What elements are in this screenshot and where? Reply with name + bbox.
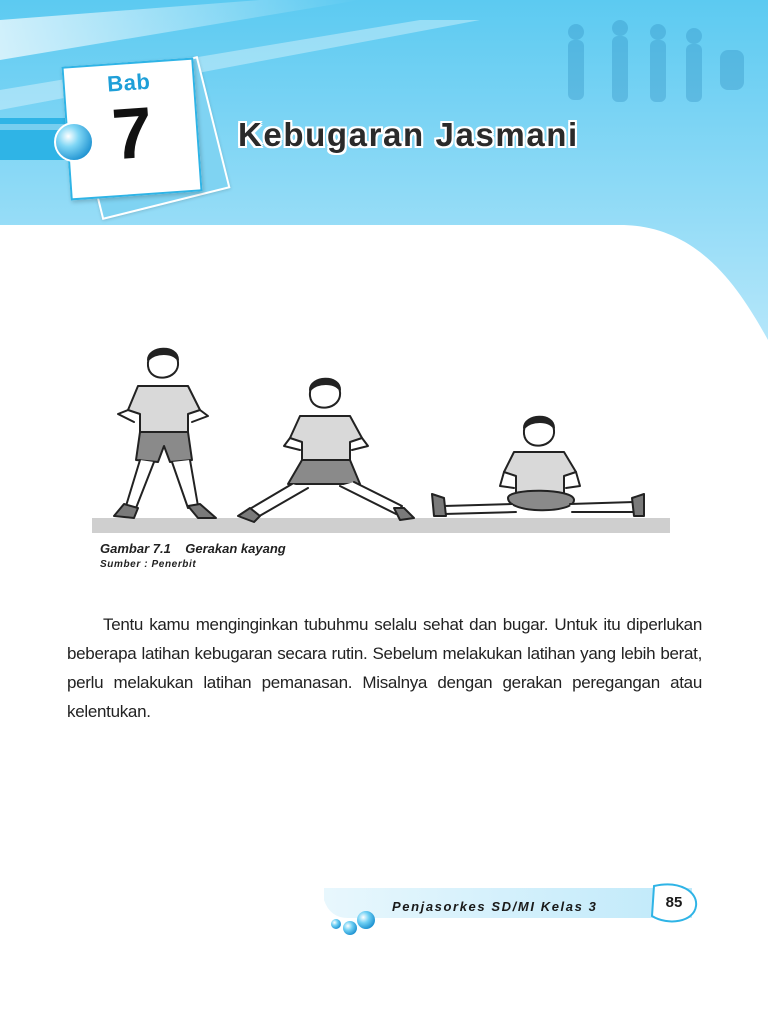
child-standing [114, 349, 216, 518]
figure-caption [100, 541, 286, 556]
page-footer [320, 880, 700, 940]
exercise-illustration [88, 338, 678, 538]
ground-strip [92, 518, 670, 533]
figure-source: Sumber : Penerbit [100, 559, 197, 570]
chapter-title: Kebugaran Jasmani [238, 116, 579, 153]
bubble-icon [343, 921, 357, 935]
chapter-badge [52, 48, 222, 218]
bubble-icon [357, 911, 375, 929]
figure-caption-number: Gambar 7.1 [100, 541, 171, 556]
body-text [67, 610, 702, 726]
figure-caption-text: Gerakan kayang [185, 541, 286, 556]
body-paragraph: Tentu kamu menginginkan tubuhmu selalu sehat dan bugar. Untuk itu diperlukan beberapa latihan kebugaran secara rutin. Sebelum melakukan latihan yang lebih berat, perlu melakukan latihan pemanasan. Misalnya dengan gerakan peregangan atau kelentukan. [67, 615, 702, 721]
bubble-icon [52, 120, 96, 164]
child-lunge [238, 379, 414, 522]
child-split [432, 417, 644, 516]
chapter-label: Bab [106, 68, 152, 97]
page-number: 85 [665, 894, 683, 911]
chapter-number: 7 [109, 92, 156, 176]
bubble-icon [331, 919, 341, 929]
footer-book-title: Penjasorkes SD/MI Kelas 3 [392, 899, 598, 914]
